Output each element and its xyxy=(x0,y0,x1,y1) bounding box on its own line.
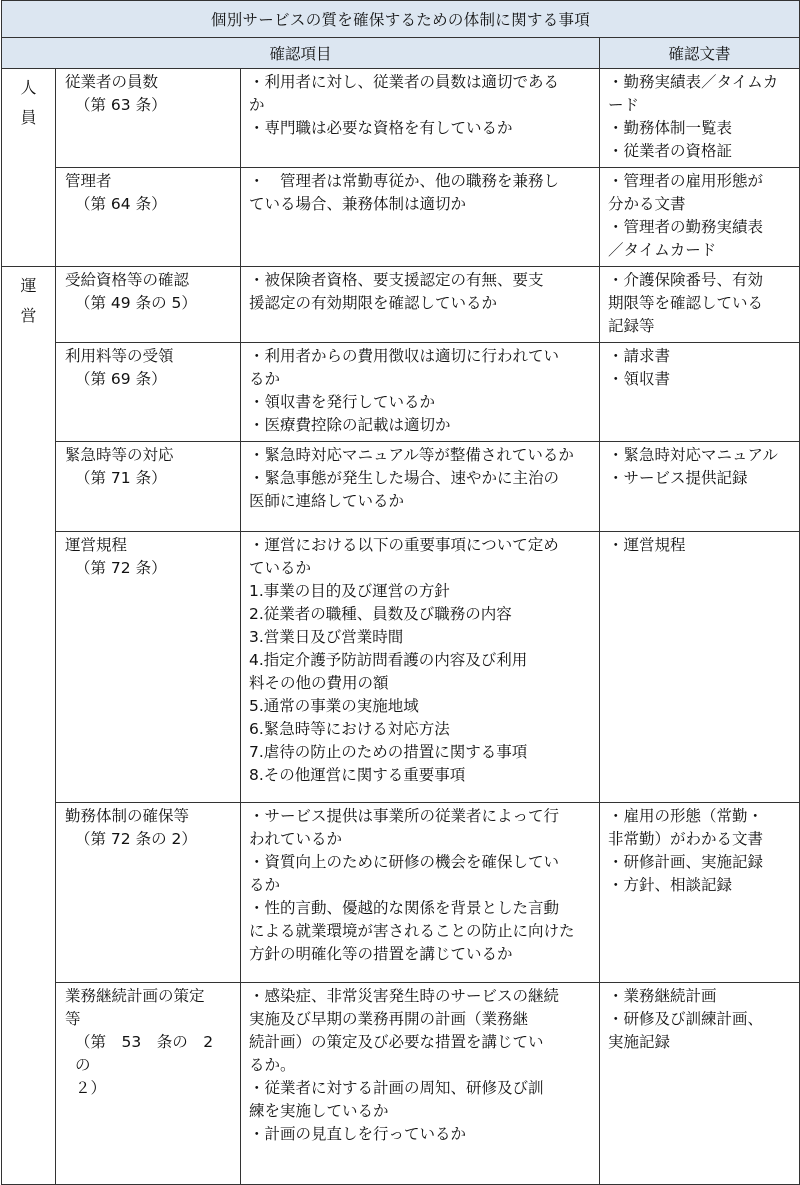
header-documents: 確認文書 xyxy=(600,38,800,69)
check-line: 援認定の有効期限を確認しているか xyxy=(249,294,498,312)
category-char: 営 xyxy=(20,306,37,325)
doc-line: ・請求書 xyxy=(608,347,671,365)
table-row xyxy=(2,267,800,343)
doc-line: 期限等を確認している xyxy=(608,294,764,312)
item-name: 運営規程 xyxy=(65,536,128,554)
check-cell xyxy=(241,803,600,983)
item-article: （第 72 条の 2） xyxy=(75,830,197,848)
category-char: 人 xyxy=(20,78,37,97)
item-cell xyxy=(56,69,241,168)
item-cell xyxy=(56,168,241,267)
item-article: （第 64 条） xyxy=(75,195,167,213)
table-row xyxy=(2,442,800,532)
check-line: ・緊急時対応マニュアル等が整備されているか xyxy=(249,446,574,464)
check-line: ・性的言動、優越的な関係を背景とした言動 xyxy=(249,899,560,917)
table-row xyxy=(2,343,800,442)
check-cell xyxy=(241,168,600,267)
doc-line: 実施記録 xyxy=(608,1033,671,1051)
check-line: ・利用者に対し、従業者の員数は適切である xyxy=(249,73,560,91)
table-row xyxy=(2,803,800,983)
check-line: ・サービス提供は事業所の従業者によって行 xyxy=(249,807,560,825)
check-line: 8.その他運営に関する重要事項 xyxy=(249,766,466,784)
check-cell xyxy=(241,343,600,442)
doc-line: ・研修計画、実施記録 xyxy=(608,853,764,871)
item-name: 従業者の員数 xyxy=(65,73,159,91)
table-title: 個別サービスの質を確保するための体制に関する事項 xyxy=(2,1,800,38)
header-items: 確認項目 xyxy=(2,38,600,69)
doc-line: ・管理者の勤務実績表 xyxy=(608,218,764,236)
check-line: ・従業者に対する計画の周知、研修及び訓 xyxy=(249,1079,544,1097)
check-line: 4.指定介護予防訪問看護の内容及び利用 xyxy=(249,651,528,669)
doc-cell xyxy=(600,69,800,168)
check-line: 2.従業者の職種、員数及び職務の内容 xyxy=(249,605,512,623)
check-line: 5.通常の事業の実施地域 xyxy=(249,697,419,715)
check-line: ・専門職は必要な資格を有しているか xyxy=(249,119,513,137)
check-line: るか xyxy=(249,876,281,894)
item-article-cont: ２） xyxy=(75,1079,107,1097)
check-line: ・ 管理者は常勤専従か、他の職務を兼務し xyxy=(249,172,560,190)
category-char: 員 xyxy=(20,108,37,127)
check-cell xyxy=(241,532,600,803)
check-cell xyxy=(241,983,600,1185)
check-line: ているか xyxy=(249,559,312,577)
check-line: か xyxy=(249,96,265,114)
header-row xyxy=(2,38,800,69)
check-line: ・感染症、非常災害発生時のサービスの継続 xyxy=(249,987,560,1005)
item-article: （第 71 条） xyxy=(75,469,167,487)
doc-line: ・業務継続計画 xyxy=(608,987,717,1005)
doc-cell xyxy=(600,442,800,532)
check-line: ・運営における以下の重要事項について定め xyxy=(249,536,559,554)
check-line: 医師に連絡しているか xyxy=(249,492,405,510)
doc-line: ・介護保険番号、有効 xyxy=(608,271,764,289)
check-line: ・被保険者資格、要支援認定の有無、要支 xyxy=(249,271,544,289)
item-cell xyxy=(56,267,241,343)
doc-line: ・方針、相談記録 xyxy=(608,876,733,894)
checklist-table xyxy=(1,0,800,1185)
item-name: 緊急時等の対応 xyxy=(65,446,174,464)
title-row xyxy=(2,1,800,38)
doc-line: 分かる文書 xyxy=(608,195,686,213)
item-cell xyxy=(56,442,241,532)
check-line: 続計画）の策定及び必要な措置を講じてい xyxy=(249,1033,544,1051)
check-line: ・資質向上のために研修の機会を確保してい xyxy=(249,853,560,871)
check-line: 7.虐待の防止のための措置に関する事項 xyxy=(249,743,528,761)
doc-cell xyxy=(600,983,800,1185)
doc-line: ・運営規程 xyxy=(608,536,686,554)
item-article: （第 72 条） xyxy=(75,559,167,577)
check-line: ・医療費控除の記載は適切か xyxy=(249,416,451,434)
check-line: ・計画の見直しを行っているか xyxy=(249,1125,467,1143)
item-name: 利用料等の受領 xyxy=(65,347,174,365)
check-cell xyxy=(241,442,600,532)
doc-line: ・管理者の雇用形態が xyxy=(608,172,764,190)
check-line: ・利用者からの費用徴収は適切に行われてい xyxy=(249,347,560,365)
table-row xyxy=(2,168,800,267)
item-name: 管理者 xyxy=(65,172,112,190)
table-row xyxy=(2,532,800,803)
check-line: るか。 xyxy=(249,1056,296,1074)
doc-cell xyxy=(600,803,800,983)
check-line: われているか xyxy=(249,830,343,848)
item-cell xyxy=(56,803,241,983)
doc-cell xyxy=(600,532,800,803)
doc-line: 記録等 xyxy=(608,317,655,335)
check-line: による就業環境が害されることの防止に向けた xyxy=(249,922,575,940)
item-name-cont: 等 xyxy=(65,1010,81,1028)
doc-line: ・領収書 xyxy=(608,370,671,388)
table-row xyxy=(2,69,800,168)
item-article: （第 53 条の 2 の xyxy=(75,1033,229,1074)
item-article: （第 69 条） xyxy=(75,370,167,388)
checklist-page xyxy=(1,0,799,1185)
doc-line: ・研修及び訓練計画、 xyxy=(608,1010,764,1028)
item-cell xyxy=(56,532,241,803)
table-row xyxy=(2,983,800,1185)
check-cell xyxy=(241,267,600,343)
check-line: ・緊急事態が発生した場合、速やかに主治の xyxy=(249,469,560,487)
item-name: 勤務体制の確保等 xyxy=(65,807,190,825)
item-name: 受給資格等の確認 xyxy=(65,271,190,289)
item-cell xyxy=(56,343,241,442)
category-staffing xyxy=(2,69,56,267)
check-line: 料その他の費用の額 xyxy=(249,674,389,692)
doc-line: ・サービス提供記録 xyxy=(608,469,748,487)
doc-line: ・従業者の資格証 xyxy=(608,142,733,160)
doc-line: ・勤務体制一覧表 xyxy=(608,119,733,137)
check-line: るか xyxy=(249,370,281,388)
doc-cell xyxy=(600,343,800,442)
category-char: 運 xyxy=(20,276,37,295)
check-line: 方針の明確化等の措置を講じているか xyxy=(249,945,513,963)
doc-cell xyxy=(600,267,800,343)
check-line: ・領収書を発行しているか xyxy=(249,393,436,411)
check-line: 1.事業の目的及び運営の方針 xyxy=(249,582,450,600)
doc-cell xyxy=(600,168,800,267)
check-line: 6.緊急時等における対応方法 xyxy=(249,720,450,738)
check-line: ている場合、兼務体制は適切か xyxy=(249,195,467,213)
check-line: 練を実施しているか xyxy=(249,1102,389,1120)
category-operations xyxy=(2,267,56,1185)
doc-line: ード xyxy=(608,96,640,114)
doc-line: 非常勤）がわかる文書 xyxy=(608,830,764,848)
doc-line: ・緊急時対応マニュアル xyxy=(608,446,778,464)
item-article: （第 63 条） xyxy=(75,96,167,114)
check-line: 3.営業日及び営業時間 xyxy=(249,628,404,646)
check-cell xyxy=(241,69,600,168)
check-line: 実施及び早期の業務再開の計画（業務継 xyxy=(249,1010,529,1028)
item-name: 業務継続計画の策定 xyxy=(65,987,205,1005)
doc-line: ・勤務実績表／タイムカ xyxy=(608,73,779,91)
item-cell xyxy=(56,983,241,1185)
doc-line: ・雇用の形態（常勤・ xyxy=(608,807,764,825)
doc-line: ／タイムカード xyxy=(608,241,717,259)
item-article: （第 49 条の 5） xyxy=(75,294,197,312)
